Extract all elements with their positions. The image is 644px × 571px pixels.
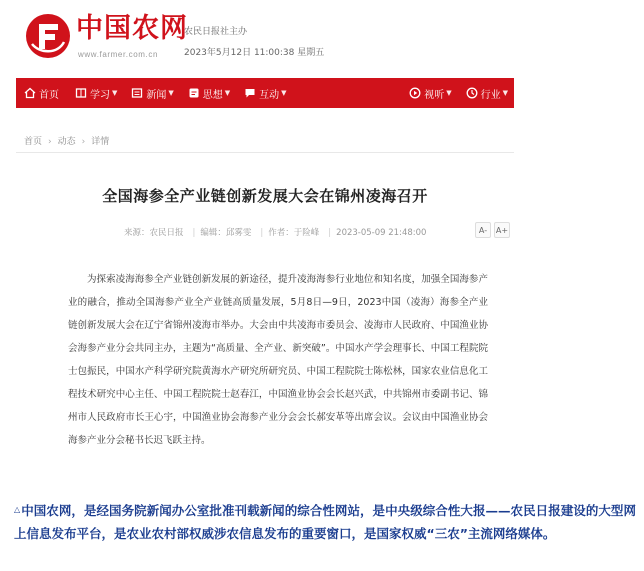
industry-icon [466, 87, 478, 99]
font-size-controls [472, 222, 510, 238]
main-nav [16, 78, 514, 108]
article-date: 2023-05-09 21:48:00 [336, 228, 427, 238]
meta-divider: | [260, 228, 264, 238]
nav-label: 视听 [424, 89, 445, 101]
site-header [16, 0, 514, 78]
nav-label: 学习 [90, 89, 110, 101]
breadcrumb [24, 134, 109, 147]
logo-text[interactable]: 中国农网 [76, 13, 188, 44]
sponsor-text: 农民日报社主办 [184, 27, 248, 37]
image-caption [14, 498, 636, 545]
caption-marker: △ [14, 505, 21, 514]
video-icon [409, 87, 421, 99]
logo-mark-icon[interactable] [26, 14, 70, 58]
chevron-down-icon: ▼ [224, 89, 231, 97]
chevron-down-icon: ▼ [112, 89, 118, 97]
caption-text: 中国农网，是经国务院新闻办公室批准刊载新闻的综合性网站，是中央级综合性大报——农民日报建设的大型网上信息发布平台，是农业农村部权威涉农信息发布的重要窗口，是国家权威“三农”主流网络媒体。 [14, 503, 636, 541]
logo-url: www.farmer.com.cn [78, 50, 158, 59]
thought-icon [188, 87, 200, 99]
nav-item-news[interactable] [123, 78, 179, 108]
nav-item-thought[interactable] [180, 78, 236, 108]
breadcrumb-current: 详情 [91, 137, 110, 147]
article-author: 作者：于险峰 [268, 228, 320, 238]
nav-item-interact[interactable] [236, 78, 292, 108]
chat-icon [244, 87, 256, 99]
nav-label: 新闻 [146, 89, 167, 101]
book-icon [75, 87, 87, 99]
chevron-down-icon: ▼ [168, 89, 174, 97]
article-source: 来源：农民日报 [124, 228, 184, 238]
font-increase-button[interactable]: A+ [494, 222, 510, 238]
nav-label: 行业 [480, 89, 501, 101]
nav-item-video[interactable] [401, 78, 457, 108]
chevron-down-icon: ▼ [281, 89, 287, 97]
current-datetime: 2023年5月12日 11:00:38 星期五 [184, 48, 325, 58]
breadcrumb-home[interactable]: 首页 [24, 137, 43, 147]
screenshot-frame [16, 0, 514, 470]
article-body [68, 268, 488, 452]
nav-label: 互动 [259, 89, 280, 101]
news-icon [131, 87, 143, 99]
article-editor: 编辑：邱雾雯 [200, 228, 252, 238]
nav-label: 思想 [202, 89, 223, 101]
article-title: 全国海参全产业链创新发展大会在锦州凌海召开 [102, 187, 428, 205]
nav-item-study[interactable] [67, 78, 123, 108]
divider [16, 152, 514, 153]
meta-divider: | [328, 228, 332, 238]
chevron-down-icon: ▼ [446, 89, 452, 97]
breadcrumb-section[interactable]: 动态 [57, 137, 76, 147]
article-paragraph: 为探索凌海海参全产业链创新发展的新途径，提升凌海海参行业地位和知名度，加强全国海参产业的融合，推动全国海参产业全产业链高质量发展，5月8日—9日，2023中国（凌海）海参全产业链创新发展大会在辽宁省锦州凌海市举办。大会由中共凌海市委员会、凌海市人民政府、中国渔业协会海参产业分会共同主办，主题为“高质量、全产业、新突破”。中国水产学会理事长、中国工程院院士包振民，中国水产科学研究院黄海水产研究所研究员、中国工程院院士陈松林，国家农业信息化工程技术研究中心主任、中国工程院院士赵春江，中国渔业协会会长赵兴武，中共锦州市委副书记、锦州市人民政府市长王心宇，中国渔业协会海参产业分会会长郝安革等出席会议。会议由中国渔业协会海参产业分会秘书长迟飞跃主持。 [68, 274, 488, 446]
nav-item-home[interactable] [16, 78, 67, 108]
nav-label: 首页 [39, 89, 59, 101]
article-meta [124, 226, 430, 238]
chevron-down-icon: ▼ [502, 89, 508, 97]
meta-divider: | [192, 228, 196, 238]
home-icon [24, 87, 36, 99]
breadcrumb-separator: › [48, 137, 52, 147]
breadcrumb-separator: › [81, 137, 86, 147]
nav-item-industry[interactable] [458, 78, 514, 108]
font-decrease-button[interactable]: A- [475, 222, 491, 238]
